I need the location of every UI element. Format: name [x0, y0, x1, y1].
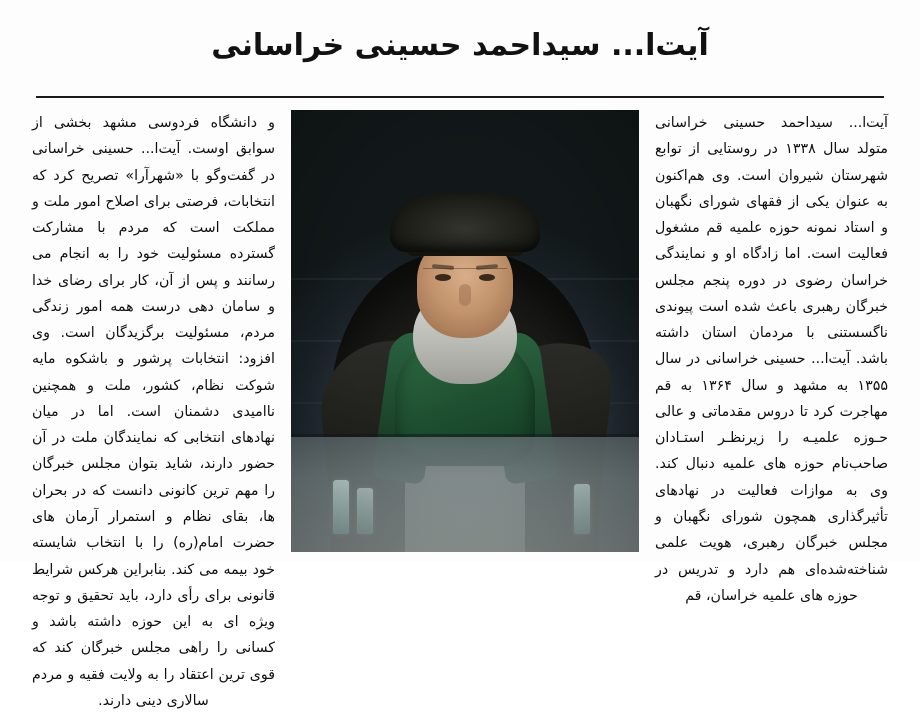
article-column-left — [30, 110, 285, 709]
page-title-container — [0, 0, 920, 81]
black-turban — [390, 194, 540, 252]
eye-right — [479, 274, 495, 281]
article-paragraph-right: آیت‌ا... سیداحمد حسینی خراسانی متولد سال ۱۳۳۸ در روستایی از توابع شهرستان شیروان است. وی هم‌اکنون به عنوان یکی از فقهای شورای نگهبان و استاد نمونه حوزه علمیه قم مشغول فعالیت است. اما زادگاه او و نمایندگی خراسان رضوی در دوره پنجم مجلس خبرگان رهبری باعث شده است پیوندی ناگسستنی با مردمان استان داشته باشد. آیت‌ا... حسینی خراسانی در سال ۱۳۵۵ به مشهد و سال ۱۳۶۴ به قم مهاجرت کرد تا دروس مقدماتی و عالی حـوزه علمیـه را زیرنظـر استـادان صاحب‌نام حوزه های علمیه دنبال کند. وی به موازات فعالیت در نهادهای تأثیرگذاری همچون شورای نگهبان و مجلس خبرگان رهبری، هویت علمی شناخته‌شده‌ای هم دارد و تدریس در حوزه های علمیه خراسان، قم — [655, 115, 888, 604]
title-divider — [36, 96, 884, 98]
eye-left — [435, 274, 451, 281]
water-bottle — [574, 484, 590, 534]
subject-photo — [291, 110, 639, 552]
water-bottle — [357, 488, 373, 534]
photo-background — [291, 110, 639, 552]
article-body — [30, 110, 890, 709]
article-paragraph-left: و دانشگاه فردوسی مشهد بخشی از سوابق اوست. آیت‌ا... حسینی خراسانی در گفت‌وگو با «شهرآرا» تصریح کرد که انتخابات، فرصتی برای اصلاح امور ملت و مملکت است که مردم با مشارکت گسترده مسئولیت خود را به انجام می رسانند و پس از آن، کار برای رضای خدا و سامان دهی درست همه امور زندگی مردم، مسئولیت برگزیدگان است. وی افزود: انتخابات پرشور و باشکوه مایه شوکت نظام، کشور، ملت و همچنین ناامیدی دشمنان است. اما در میان نهادهای انتخابی که نمایندگان ملت در آن حضور دارند، شاید بتوان مجلس خبرگان را مهم ترین کانونی دانست که در بحران ها، بقای نظام و استمرار آرمان های حضرت امام(ره) را با انتخاب شایسته خود بیمه می کند. بنابراین هرکس شرایط قانونی برای رأی دارد، باید تحقیق و توجه ویژه ای به این حوزه داشته باشد و کسانی را راهی مجلس خبرگان کند که قوی ترین اعتقاد را به ولایت فقیه و مردم سالاری دینی دارند. — [32, 115, 275, 709]
water-bottle — [333, 480, 349, 534]
article-column-right — [645, 110, 890, 604]
nose — [459, 284, 471, 306]
page-title: آیت‌ا... سیداحمد حسینی خراسانی — [211, 28, 709, 63]
